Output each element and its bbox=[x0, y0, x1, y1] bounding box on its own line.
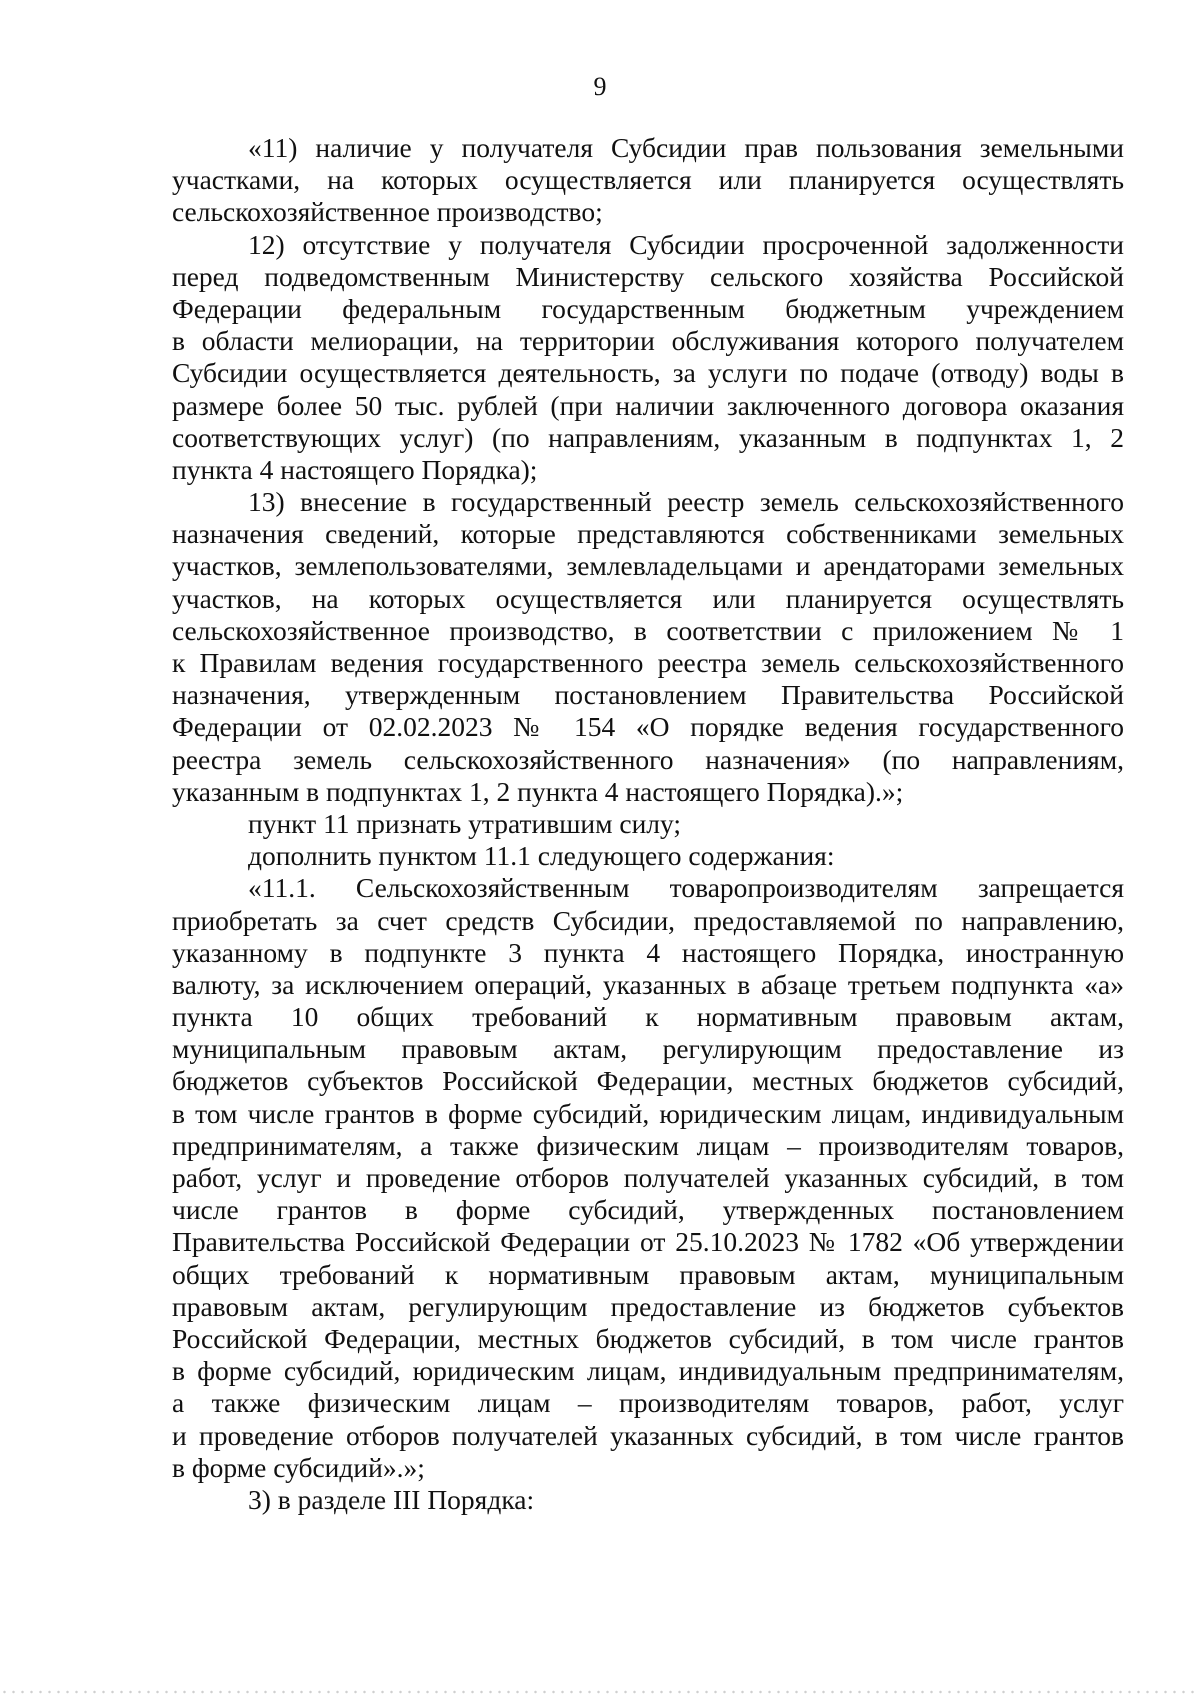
text-line: приобретать за счет средств Субсидии, предоставляемой по направлению, bbox=[172, 904, 1124, 936]
text-line: Субсидии осуществляется деятельность, за услуги по подаче (отводу) воды в bbox=[172, 357, 1124, 389]
text-line: пункта 4 настоящего Порядка); bbox=[172, 453, 538, 485]
text-line: 13) внесение в государственный реестр земель сельскохозяйственного bbox=[248, 486, 1124, 518]
text-line: в том числе грантов в форме субсидий, юридическим лицам, индивидуальным bbox=[172, 1097, 1124, 1129]
text-line: указанному в подпункте 3 пункта 4 настоящего Порядка, иностранную bbox=[172, 936, 1124, 968]
text-line: участков, землепользователями, землевладельцами и арендаторами земельных bbox=[172, 550, 1124, 582]
text-line: в области мелиорации, на территории обслуживания которого получателем bbox=[172, 325, 1124, 357]
text-line: валюту, за исключением операций, указанных в абзаце третьем подпункта «а» bbox=[172, 968, 1124, 1000]
page-number: 9 bbox=[593, 72, 607, 101]
text-line: участков, на которых осуществляется или планируется осуществлять bbox=[172, 582, 1124, 614]
text-line: в форме субсидий, юридическим лицам, индивидуальным предпринимателям, bbox=[172, 1355, 1124, 1387]
text-line: «11) наличие у получателя Субсидии прав пользования земельными bbox=[248, 132, 1124, 163]
text-line: и проведение отборов получателей указанных субсидий, в том числе грантов bbox=[172, 1419, 1124, 1451]
text-line: перед подведомственным Министерству сельского хозяйства Российской bbox=[172, 260, 1124, 292]
text-line: 3) в разделе III Порядка: bbox=[248, 1483, 535, 1515]
text-line: предпринимателям, а также физическим лицам – производителям товаров, bbox=[172, 1129, 1124, 1161]
text-line: дополнить пунктом 11.1 следующего содержания: bbox=[248, 840, 835, 872]
text-line: сельскохозяйственное производство, в соответствии с приложением № 1 bbox=[172, 614, 1124, 646]
text-line: Правительства Российской Федерации от 25.10.2023 № 1782 «Об утверждении bbox=[172, 1226, 1124, 1258]
text-line: Федерации от 02.02.2023 № 154 «О порядке ведения государственного bbox=[172, 711, 1124, 743]
text-line: бюджетов субъектов Российской Федерации, местных бюджетов субсидий, bbox=[172, 1065, 1124, 1097]
text-line: реестра земель сельскохозяйственного назначения» (по направлениям, bbox=[172, 743, 1124, 775]
text-line: работ, услуг и проведение отборов получателей указанных субсидий, в том bbox=[172, 1162, 1124, 1193]
scan-artifact-bottom bbox=[0, 1690, 1200, 1694]
text-line: «11.1. Сельскохозяйственным товаропроизводителям запрещается bbox=[248, 872, 1124, 904]
text-line: назначения, утвержденным постановлением Правительства Российской bbox=[172, 679, 1124, 711]
text-line: числе грантов в форме субсидий, утвержденных постановлением bbox=[172, 1194, 1124, 1226]
text-line: назначения сведений, которые представляются собственниками земельных bbox=[172, 518, 1124, 550]
text-line: пункт 11 признать утратившим силу; bbox=[248, 807, 682, 839]
text-line: указанным в подпунктах 1, 2 пункта 4 настоящего Порядка).»; bbox=[172, 775, 904, 807]
text-line: сельскохозяйственное производство; bbox=[172, 196, 603, 228]
text-line: 12) отсутствие у получателя Субсидии просроченной задолженности bbox=[248, 228, 1124, 260]
text-line: участками, на которых осуществляется или планируется осуществлять bbox=[172, 164, 1124, 196]
text-line: Российской Федерации, местных бюджетов субсидий, в том числе грантов bbox=[172, 1322, 1124, 1354]
text-line: размере более 50 тыс. рублей (при наличии заключенного договора оказания bbox=[172, 389, 1124, 421]
text-line: муниципальным правовым актам, регулирующим предоставление из bbox=[172, 1033, 1124, 1065]
text-line: соответствующих услуг) (по направлениям, указанным в подпунктах 1, 2 bbox=[172, 421, 1124, 453]
text-line: правовым актам, регулирующим предоставление из бюджетов субъектов bbox=[172, 1290, 1124, 1322]
text-line: пункта 10 общих требований к нормативным правовым актам, bbox=[172, 1001, 1124, 1033]
text-line: в форме субсидий».»; bbox=[172, 1451, 425, 1483]
text-line: а также физическим лицам – производителям товаров, работ, услуг bbox=[172, 1387, 1124, 1419]
text-line: Федерации федеральным государственным бюджетным учреждением bbox=[172, 292, 1124, 324]
text-line: к Правилам ведения государственного реестра земель сельскохозяйственного bbox=[172, 647, 1124, 678]
text-line: общих требований к нормативным правовым актам, муниципальным bbox=[172, 1258, 1124, 1290]
document-body bbox=[172, 132, 1124, 1516]
